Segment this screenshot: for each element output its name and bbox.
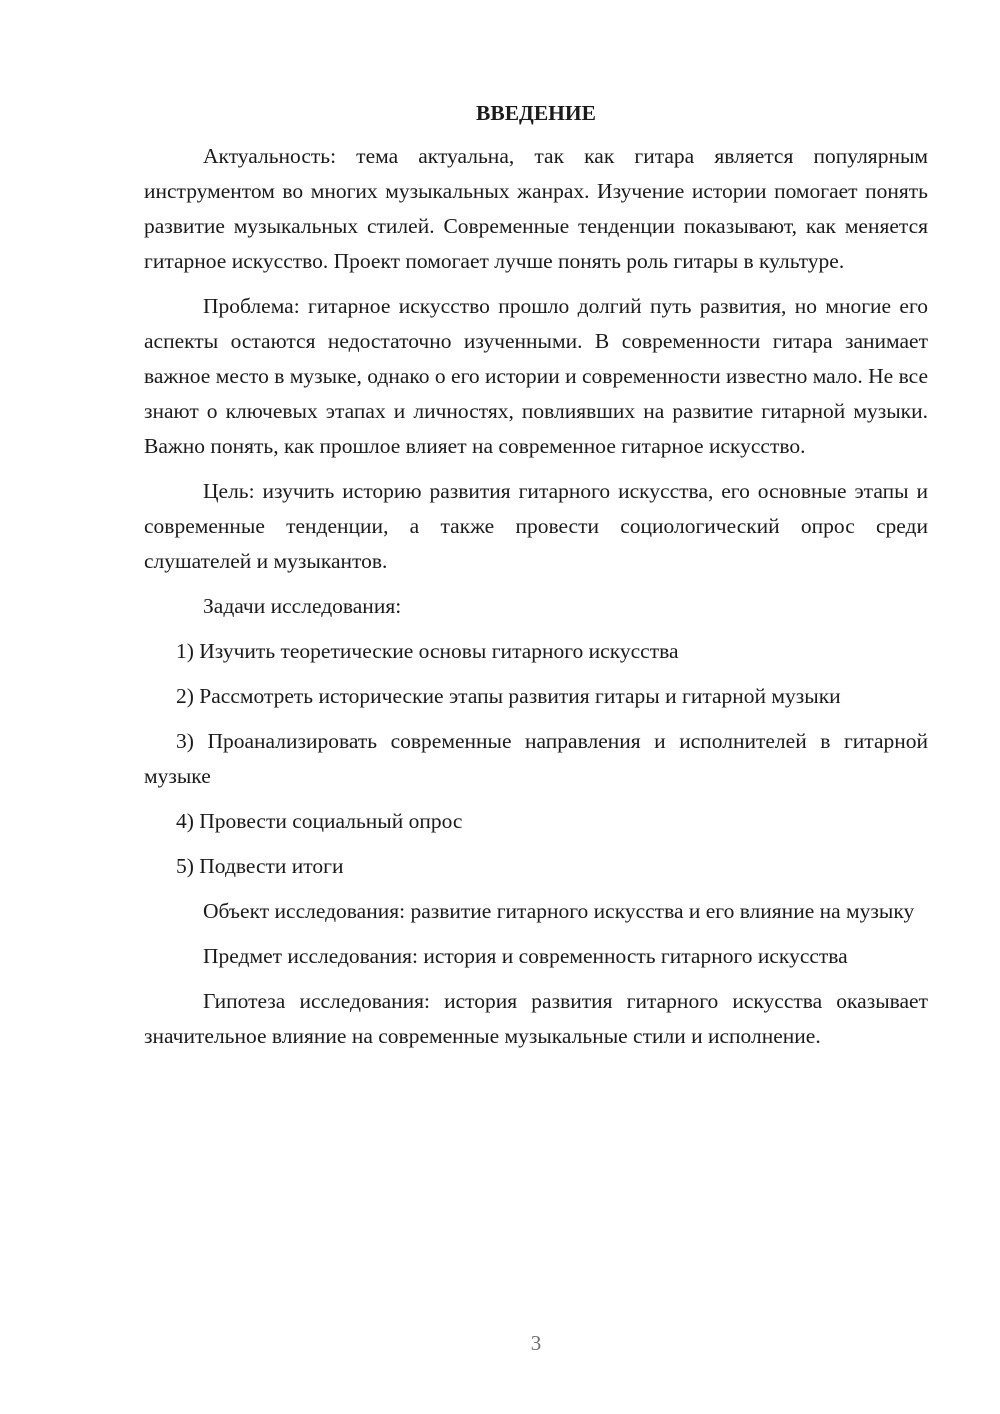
- subject-paragraph: Предмет исследования: история и современность гитарного искусства: [203, 944, 848, 968]
- hypothesis-paragraph: Гипотеза исследования: история развития гитарного искусства оказывает значительное влияние на современные музыкальные стили и исполнение.: [144, 989, 928, 1048]
- document-page: [144, 96, 928, 1064]
- task-item-4: 4) Провести социальный опрос: [176, 809, 463, 833]
- task-item-1: 1) Изучить теоретические основы гитарного искусства: [176, 639, 679, 663]
- task-item-3: 3) Проанализировать современные направления и исполнителей в гитарной музыке: [144, 729, 928, 788]
- tasks-heading: Задачи исследования:: [203, 594, 402, 618]
- page-number: 3: [530, 1331, 542, 1355]
- task-item-2: 2) Рассмотреть исторические этапы развития гитары и гитарной музыки: [176, 684, 841, 708]
- relevance-paragraph: Актуальность: тема актуальна, так как гитара является популярным инструментом во многих музыкальных жанрах. Изучение истории помогает понять развитие музыкальных стилей. Современные тенденции показывают, как меняется гитарное искусство. Проект помогает лучше понять роль гитары в культуре.: [144, 144, 928, 273]
- problem-paragraph: Проблема: гитарное искусство прошло долгий путь развития, но многие его аспекты остаются недостаточно изученными. В современности гитара занимает важное место в музыке, однако о его истории и современности известно мало. Не все знают о ключевых этапах и личностях, повлиявших на развитие гитарной музыки. Важно понять, как прошлое влияет на современное гитарное искусство.: [144, 294, 928, 458]
- task-item-5: 5) Подвести итоги: [176, 854, 344, 878]
- page-title: ВВЕДЕНИЕ: [476, 101, 596, 125]
- object-paragraph: Объект исследования: развитие гитарного искусства и его влияние на музыку: [203, 899, 915, 923]
- goal-paragraph: Цель: изучить историю развития гитарного искусства, его основные этапы и современные тенденции, а также провести социологический опрос среди слушателей и музыкантов.: [144, 479, 928, 573]
